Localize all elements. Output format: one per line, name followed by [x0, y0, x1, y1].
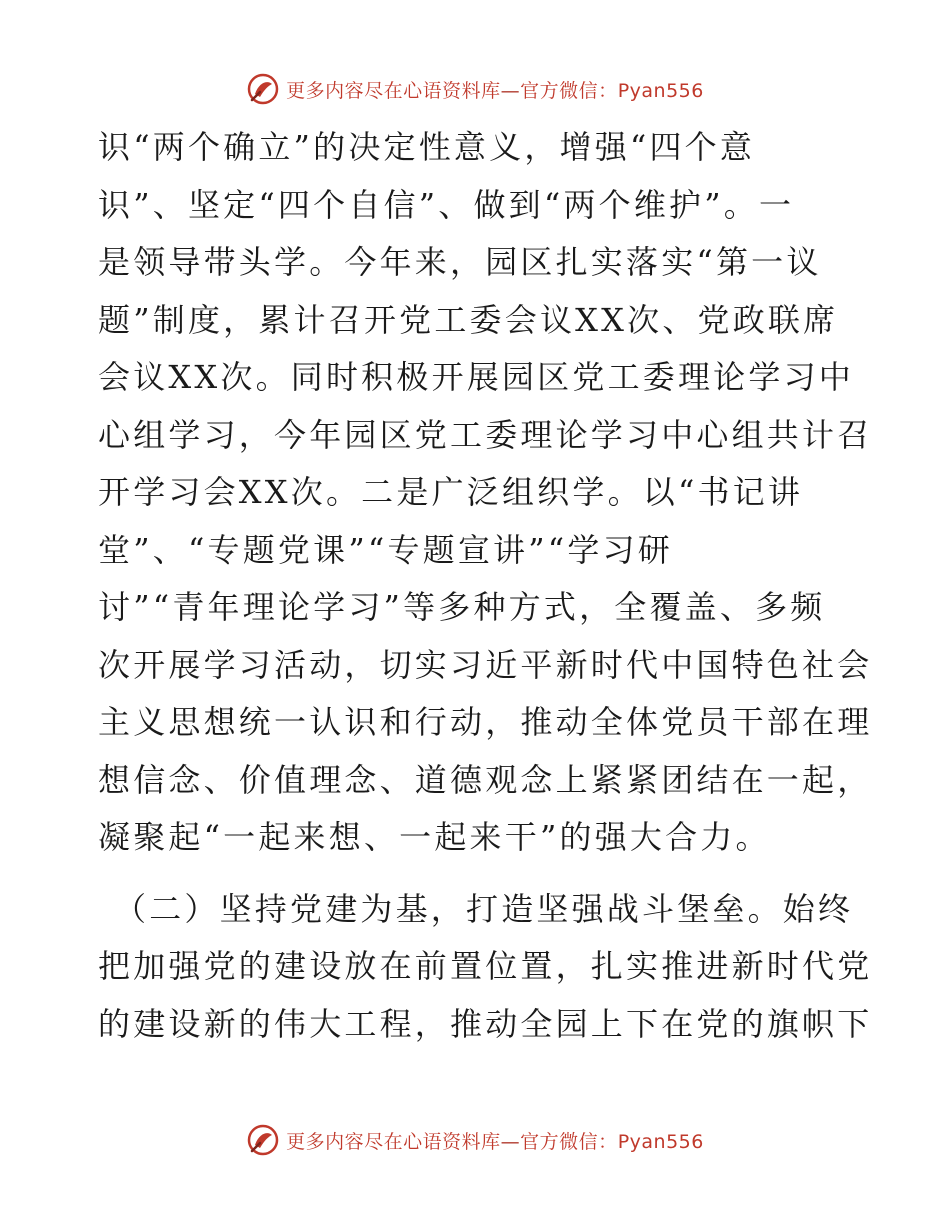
brand-logo-icon	[246, 1123, 280, 1157]
paragraph-2	[98, 881, 873, 1054]
text-line: 会议XX次。同时积极开展园区党工委理论学习中	[98, 358, 854, 396]
watermark-separator: —	[500, 79, 521, 102]
paragraph-gap	[98, 867, 858, 881]
text-line: 凝聚起“一起来想、一起来干”的强大合力。	[98, 818, 771, 856]
watermark-wechat-label: 官方微信：	[520, 1130, 618, 1153]
text-line: 堂”、“专题党课”“专题宣讲”“学习研	[98, 530, 673, 569]
watermark-header	[0, 72, 950, 106]
text-line: 的建设新的伟大工程，推动全园上下在党的旗帜下	[98, 1004, 873, 1043]
watermark-wechat-id: Pyan556	[617, 79, 704, 102]
watermark-text	[286, 1127, 704, 1154]
watermark-brand: 更多内容尽在心语资料库	[286, 79, 501, 102]
text-line: 主义思想统一认识和行动，推动全体党员干部在理	[98, 703, 873, 741]
paragraph-1	[98, 119, 873, 867]
text-line: 次开展学习活动，切实习近平新时代中国特色社会	[98, 645, 873, 684]
watermark-wechat-id: Pyan556	[617, 1130, 704, 1153]
text-line: 是领导带头学。今年来，园区扎实落实“第一议	[98, 243, 822, 281]
text-line: 讨”“青年理论学习”等多种方式，全覆盖、多频	[98, 588, 826, 626]
watermark-footer	[0, 1123, 950, 1157]
text-line: 心组学习，今年园区党工委理论学习中心组共计召	[98, 415, 873, 454]
watermark-separator: —	[500, 1130, 521, 1153]
watermark-wechat-label: 官方微信：	[520, 79, 618, 102]
text-line: 把加强党的建设放在前置位置，扎实推进新时代党	[98, 947, 873, 985]
brand-logo-icon	[246, 72, 280, 106]
watermark-text	[286, 76, 704, 103]
text-line: 开学习会XX次。二是广泛组织学。以“书记讲	[98, 473, 804, 511]
section-heading-line: （二）坚持党建为基，打造坚强战斗堡垒。始终	[114, 889, 854, 928]
text-line: 题”制度，累计召开党工委会议XX次、党政联席	[98, 300, 839, 339]
text-line: 想信念、价值理念、道德观念上紧紧团结在一起，	[98, 760, 873, 799]
text-line: 识“两个确立”的决定性意义，增强“四个意	[98, 128, 756, 166]
document-body	[98, 119, 873, 1053]
watermark-brand: 更多内容尽在心语资料库	[286, 1130, 501, 1153]
text-line: 识”、坚定“四个自信”、做到“两个维护”。一	[98, 185, 795, 224]
